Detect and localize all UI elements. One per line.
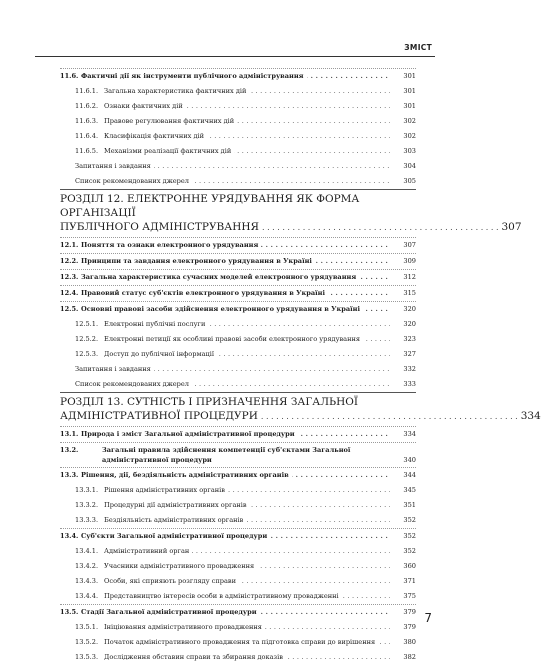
toc-references[interactable] bbox=[60, 174, 416, 189]
toc-entry-title: Учасники адміністративного провадження . . . bbox=[104, 559, 390, 574]
chapter-page: 334 bbox=[520, 410, 541, 422]
toc-entry[interactable] bbox=[60, 442, 416, 467]
toc-entry-title: Початок адміністративного провадження та підготовка справи до вирішення . . . bbox=[104, 635, 390, 650]
toc-subentry[interactable] bbox=[60, 129, 416, 144]
toc-entry-page: 379 bbox=[403, 623, 416, 631]
toc-entry-number: 12.5.1. bbox=[75, 320, 99, 328]
toc-entry-page: 344 bbox=[403, 471, 416, 479]
toc-entry-title: Правовий статус суб'єктів електронного урядування в Україні . . . bbox=[81, 286, 390, 301]
toc-subentry[interactable] bbox=[60, 574, 416, 589]
toc-subentry[interactable] bbox=[60, 84, 416, 99]
toc-entry-page: 309 bbox=[403, 257, 416, 265]
toc-entry-title: Рішення, дії, бездіяльність адміністративних органів . . . bbox=[81, 468, 390, 483]
toc-entry-number: 13.4.2. bbox=[75, 562, 99, 570]
toc-entry-number: 13.5.1. bbox=[75, 623, 99, 631]
toc-entry-page: 302 bbox=[403, 132, 416, 140]
toc-entry-number: 13.1. bbox=[60, 430, 79, 438]
toc-subentry[interactable] bbox=[60, 317, 416, 332]
toc-references[interactable] bbox=[60, 377, 416, 392]
toc-entry-page: 352 bbox=[403, 516, 416, 524]
toc-entry-number: 12.3. bbox=[60, 273, 79, 281]
toc-entry-page: 379 bbox=[403, 608, 416, 616]
toc-subentry[interactable] bbox=[60, 144, 416, 159]
toc-entry-title: Дослідження обставин справи та збирання доказів . . . bbox=[104, 650, 390, 665]
running-header-title: ЗМІСТ bbox=[404, 43, 432, 52]
toc-entry-title: Рішення адміністративних органів . . . bbox=[104, 483, 390, 498]
toc-entry-page: 305 bbox=[403, 177, 416, 185]
toc-entry-number: 12.1. bbox=[60, 241, 79, 249]
toc-entry-title: Список рекомендованих джерел . . . bbox=[75, 377, 390, 392]
toc-entry-page: 351 bbox=[403, 501, 416, 509]
toc-entry-number: 13.3.1. bbox=[75, 486, 99, 494]
leader-dots: . . . . . . . . . . . . . . . . . . . . . . . . . . . . . . . . . . . . . . . . . . . . . . . bbox=[262, 223, 499, 232]
toc-entry-number: 11.6.1. bbox=[75, 87, 99, 95]
toc-entry[interactable] bbox=[60, 237, 416, 253]
toc-entry-page: 320 bbox=[403, 320, 416, 328]
toc-entry-page: 352 bbox=[403, 547, 416, 555]
toc-entry-page: 301 bbox=[403, 72, 416, 80]
chapter-heading-line: ПУБЛІЧНОГО АДМІНІСТРУВАННЯ bbox=[60, 221, 259, 233]
toc-entry[interactable] bbox=[60, 269, 416, 285]
toc-entry[interactable] bbox=[60, 68, 416, 84]
toc-entry-number: 12.2. bbox=[60, 257, 79, 265]
toc-entry-number: 13.4.1. bbox=[75, 547, 99, 555]
toc-subentry[interactable] bbox=[60, 559, 416, 574]
toc-entry-title: Механізми реалізації фактичних дій . . . bbox=[104, 144, 390, 159]
toc-entry-title: Загальна характеристика сучасних моделей електронного урядування . . . bbox=[81, 270, 390, 285]
toc-subentry[interactable] bbox=[60, 589, 416, 604]
toc-entry-page: 320 bbox=[403, 305, 416, 313]
chapter-heading-line: РОЗДІЛ 12. ЕЛЕКТРОННЕ УРЯДУВАННЯ ЯК ФОРМА ОРГАНІЗАЦІЇ bbox=[60, 193, 360, 219]
toc-entry-number: 13.4. bbox=[60, 532, 79, 540]
toc-subentry[interactable] bbox=[60, 635, 416, 650]
toc-subentry[interactable] bbox=[60, 650, 416, 665]
toc-subentry[interactable] bbox=[60, 347, 416, 362]
toc-entry-page: 340 bbox=[403, 456, 416, 464]
chapter-heading[interactable] bbox=[60, 189, 522, 237]
toc-entry-title: Принципи та завдання електронного урядування в Україні . . . bbox=[81, 254, 390, 269]
toc-entry[interactable] bbox=[60, 604, 416, 620]
toc-entry-number: 11.6.3. bbox=[75, 117, 99, 125]
toc-entry-number: 11.6.2. bbox=[75, 102, 99, 110]
toc-entry-title: Електронні петиції як особливі правові засоби електронного урядування . . . bbox=[104, 332, 390, 347]
table-of-contents bbox=[60, 68, 541, 665]
chapter-page: 307 bbox=[501, 221, 522, 233]
chapter-heading-line: АДМІНІСТРАТИВНОЇ ПРОЦЕДУРИ bbox=[60, 410, 258, 422]
toc-entry-number: 13.3.2. bbox=[75, 501, 99, 509]
toc-entry-title: Загальна характеристика фактичних дій . . . bbox=[104, 84, 390, 99]
toc-entry-title: Природа і зміст Загальної адміністративної процедури . . . bbox=[81, 427, 390, 442]
toc-subentry[interactable] bbox=[60, 513, 416, 528]
toc-entry-title: Бездіяльність адміністративних органів . . . bbox=[104, 513, 390, 528]
toc-entry-title: Фактичні дії як інструменти публічного адміністрування . . . bbox=[81, 69, 390, 84]
toc-subentry[interactable] bbox=[60, 114, 416, 129]
toc-entry-page: 360 bbox=[403, 562, 416, 570]
toc-entry-page: 302 bbox=[403, 117, 416, 125]
toc-entry[interactable] bbox=[60, 301, 416, 317]
toc-subentry[interactable] bbox=[60, 620, 416, 635]
toc-entry-page: 304 bbox=[403, 162, 416, 170]
toc-entry-number: 13.4.3. bbox=[75, 577, 99, 585]
toc-entry-number: 12.4. bbox=[60, 289, 79, 297]
toc-subentry[interactable] bbox=[60, 498, 416, 513]
toc-entry-title: Список рекомендованих джерел . . . bbox=[75, 174, 390, 189]
toc-entry-title: Представництво інтересів особи в адміністративному провадженні . . . bbox=[104, 589, 390, 604]
toc-entry-title: Процедурні дії адміністративних органів . . . bbox=[104, 498, 390, 513]
toc-entry-page: 345 bbox=[403, 486, 416, 494]
toc-entry-page: 382 bbox=[403, 653, 416, 661]
toc-entry-page: 303 bbox=[403, 147, 416, 155]
toc-questions[interactable] bbox=[60, 362, 416, 377]
toc-entry[interactable] bbox=[60, 253, 416, 269]
toc-entry-number: 13.5.3. bbox=[75, 653, 99, 661]
toc-entry-page: 375 bbox=[403, 592, 416, 600]
toc-subentry[interactable] bbox=[60, 544, 416, 559]
toc-entry-title: Електронні публічні послуги . . . bbox=[104, 317, 390, 332]
toc-entry-title: Запитання і завдання . . . bbox=[75, 362, 390, 377]
toc-entry-number: 11.6.5. bbox=[75, 147, 99, 155]
toc-entry[interactable] bbox=[60, 467, 416, 483]
toc-entry-page: 380 bbox=[403, 638, 416, 646]
chapter-heading[interactable] bbox=[60, 392, 541, 426]
toc-entry-title: Доступ до публічної інформації . . . bbox=[104, 347, 390, 362]
toc-entry-page: 323 bbox=[403, 335, 416, 343]
toc-entry-number: 12.5. bbox=[60, 305, 79, 313]
toc-entry-title: Особи, які сприяють розгляду справи . . . bbox=[104, 574, 390, 589]
toc-entry-number: 13.2. bbox=[60, 446, 79, 454]
toc-entry[interactable] bbox=[60, 426, 416, 442]
toc-entry-number: 12.5.3. bbox=[75, 350, 99, 358]
toc-entry-number: 13.3. bbox=[60, 471, 79, 479]
toc-entry-page: 301 bbox=[403, 102, 416, 110]
toc-entry-number: 11.6.4. bbox=[75, 132, 99, 140]
toc-subentry[interactable] bbox=[60, 483, 416, 498]
toc-entry-title: Ознаки фактичних дій . . . bbox=[104, 99, 390, 114]
toc-entry-page: 371 bbox=[403, 577, 416, 585]
toc-entry-title: Основні правові засоби здійснення електронного урядування в Україні . . . bbox=[81, 302, 390, 317]
toc-entry-page: 301 bbox=[403, 87, 416, 95]
toc-entry-title: Ініціювання адміністративного провадження . . . bbox=[104, 620, 390, 635]
toc-questions[interactable] bbox=[60, 159, 416, 174]
toc-entry-number: 13.5. bbox=[60, 608, 79, 616]
toc-entry-page: 307 bbox=[403, 241, 416, 249]
toc-entry[interactable] bbox=[60, 285, 416, 301]
toc-entry-number: 12.5.2. bbox=[75, 335, 99, 343]
toc-entry-number: 13.5.2. bbox=[75, 638, 99, 646]
toc-entry-title: Запитання і завдання . . . bbox=[75, 159, 390, 174]
toc-entry-page: 333 bbox=[403, 380, 416, 388]
toc-entry-title: Поняття та ознаки електронного урядування . . . bbox=[81, 238, 390, 253]
toc-entry-title: Загальні правила здійснення компетенції суб'єктами Загальної адміністративної процедури bbox=[102, 446, 351, 464]
toc-entry[interactable] bbox=[60, 528, 416, 544]
chapter-heading-line: РОЗДІЛ 13. СУТНІСТЬ І ПРИЗНАЧЕННЯ ЗАГАЛЬНОЇ bbox=[60, 396, 358, 408]
leader-dots: . . . . . . . . . . . . . . . . . . . . . . . . . . . . . . . . . . . . . . . . . . . . . . . . . . . bbox=[260, 412, 518, 421]
toc-entry-title: Стадії Загальної адміністративної процедури . . . bbox=[81, 605, 390, 620]
toc-entry-number: 13.4.4. bbox=[75, 592, 99, 600]
toc-entry-page: 332 bbox=[403, 365, 416, 373]
toc-entry-number: 13.3.3. bbox=[75, 516, 99, 524]
toc-entry-page: 327 bbox=[403, 350, 416, 358]
header-rule bbox=[35, 56, 435, 57]
toc-subentry[interactable] bbox=[60, 99, 416, 114]
toc-entry-page: 334 bbox=[403, 430, 416, 438]
toc-entry-page: 352 bbox=[403, 532, 416, 540]
toc-entry-title: Адміністративний орган . . . bbox=[104, 544, 390, 559]
toc-subentry[interactable] bbox=[60, 332, 416, 347]
toc-entry-title: Суб'єкти Загальної адміністративної процедури . . . bbox=[81, 529, 390, 544]
toc-entry-page: 312 bbox=[403, 273, 416, 281]
toc-entry-title: Класифікація фактичних дій . . . bbox=[104, 129, 390, 144]
page-number: 7 bbox=[424, 611, 432, 625]
toc-entry-number: 11.6. bbox=[60, 72, 79, 80]
toc-entry-title: Правове регулювання фактичних дій . . . bbox=[104, 114, 390, 129]
toc-entry-page: 315 bbox=[403, 289, 416, 297]
